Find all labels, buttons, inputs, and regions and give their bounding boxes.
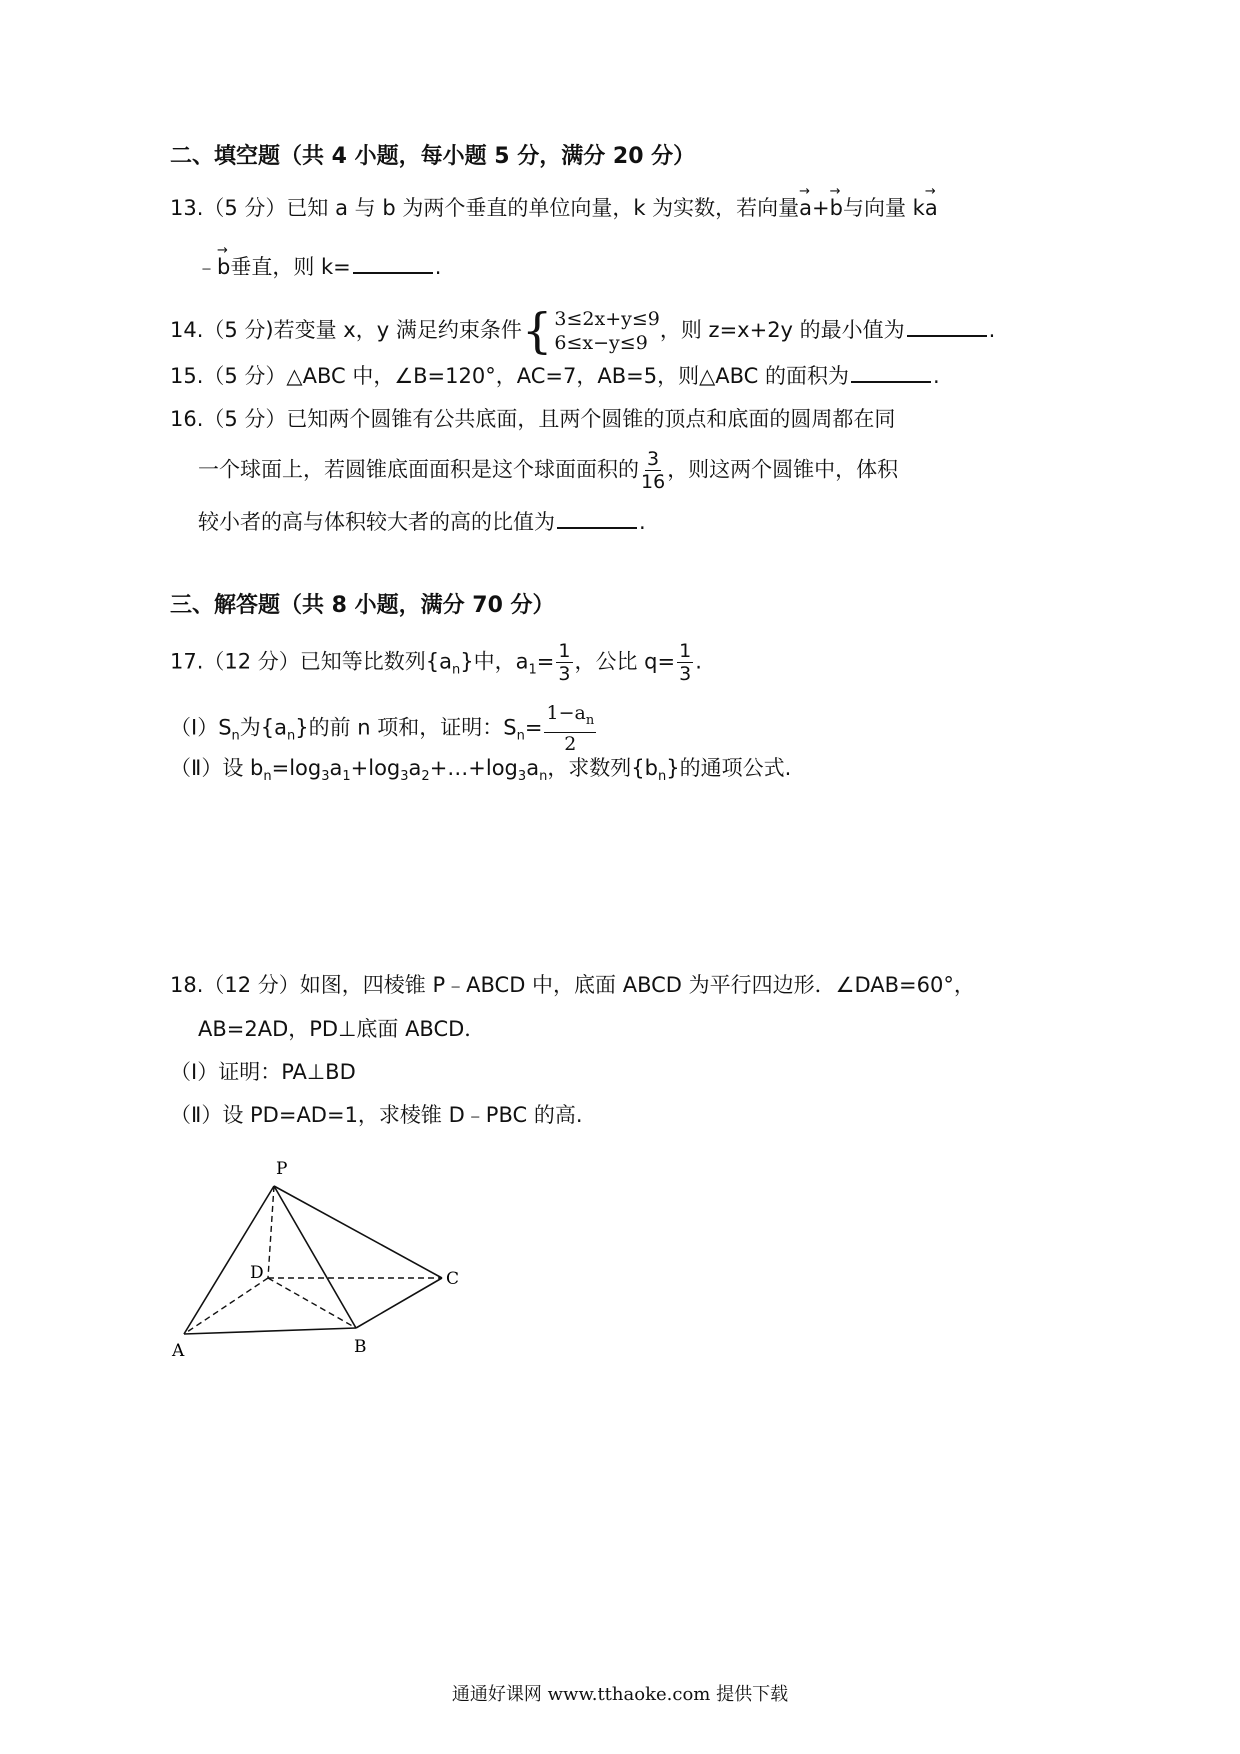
subscript-1: 1 [342, 769, 351, 785]
fraction-q [677, 640, 693, 685]
question-17 [170, 640, 702, 685]
edge-BC [356, 1278, 442, 1328]
q13-text: 13.（5 分）已知 a 与 b 为两个垂直的单位向量，k 为实数，若向量 [170, 196, 800, 220]
subscript-n: n [452, 662, 461, 678]
vertex-label-D: D [250, 1263, 264, 1283]
question-18-line2: AB=2AD，PD⊥底面 ABCD． [198, 1017, 486, 1041]
constraint-1: 3≤2x+y≤9 [554, 308, 660, 330]
vector-a: → a [799, 194, 812, 222]
vertex-label-P: P [276, 1159, 288, 1179]
fraction-numerator: 3 [647, 448, 660, 470]
question-18-line1: 18.（12 分）如图，四棱锥 P﹣ABCD 中，底面 ABCD 为平行四边形．∠DAB=60°， [170, 973, 975, 997]
question-16-line2 [198, 448, 898, 493]
fraction-sn [544, 702, 596, 755]
vector-a-2: → a [925, 194, 938, 222]
question-16-line3 [198, 507, 646, 536]
edge-PA [184, 1186, 274, 1334]
q14-text: 14.（5 分)若变量 x，y 满足约束条件 [170, 318, 522, 342]
q17-end: . [695, 649, 702, 674]
fraction-denominator: 3 [679, 663, 692, 685]
subscript-n: n [516, 728, 525, 744]
question-18-part1: （Ⅰ）证明：PA⊥BD [170, 1060, 356, 1084]
answer-blank-14 [907, 315, 987, 337]
fraction-denominator: 3 [558, 663, 571, 685]
fraction-denominator: 2 [564, 732, 577, 755]
q17-text: 17.（12 分）已知等比数列{a [170, 649, 453, 674]
q17-text-2: }中，a [460, 649, 529, 674]
subscript-n: n [287, 728, 296, 744]
q16-text-3: 较小者的高与体积较大者的高的比值为 [198, 510, 555, 534]
vertex-label-B: B [354, 1337, 367, 1357]
edge-AB [184, 1328, 356, 1334]
q17-ii-a: a [329, 756, 343, 780]
q17-i-text: （Ⅰ）S [170, 715, 232, 740]
subscript-n: n [658, 769, 667, 785]
question-17-part1 [170, 702, 598, 755]
edge-DA [184, 1278, 268, 1334]
fraction-3-16 [641, 448, 665, 493]
question-13-line2 [196, 252, 441, 281]
question-16-line1: 16.（5 分）已知两个圆锥有公共底面，且两个圆锥的顶点和底面的圆周都在同 [170, 407, 896, 431]
subscript-3: 3 [517, 769, 527, 785]
question-15 [170, 361, 940, 390]
fraction-numerator [544, 702, 596, 733]
q15-end: . [932, 364, 940, 388]
q17-ii-text: （Ⅱ）设 b [170, 756, 264, 780]
q17-text-3: ，公比 q= [574, 649, 676, 674]
q13-text-2: 与向量 k [843, 196, 925, 220]
q14-end: . [988, 318, 996, 342]
subscript-n: n [539, 769, 548, 785]
subscript-1: 1 [528, 662, 537, 678]
constraint-system [521, 303, 660, 359]
subscript-n: n [231, 728, 240, 744]
fraction-numerator: 1 [558, 640, 571, 662]
edge-PC [274, 1186, 442, 1278]
answer-blank-15 [851, 361, 931, 383]
q16-end: . [639, 510, 646, 534]
subscript-3: 3 [400, 769, 409, 785]
vertex-label-A: A [172, 1341, 185, 1361]
q15-text: 15.（5 分）△ABC 中，∠B=120°，AC=7，AB=5，则△ABC 的面积为 [170, 364, 849, 388]
edge-PB [274, 1186, 356, 1328]
q17-ii-a: a [526, 756, 540, 780]
q13-minus: ﹣ [196, 255, 217, 279]
question-14 [170, 303, 996, 359]
question-18-part2: （Ⅱ）设 PD=AD=1，求棱锥 D﹣PBC 的高. [170, 1103, 583, 1127]
q17-i-eq: = [524, 715, 543, 740]
q16-text-2: ，则这两个圆锥中，体积 [667, 457, 899, 482]
subscript-3: 3 [321, 769, 330, 785]
answer-blank-13 [353, 252, 433, 274]
answer-blank-16 [557, 507, 637, 529]
left-brace: { [521, 303, 553, 359]
q17-ii-text-3: +…+log [429, 756, 518, 780]
q17-ii-text-4: ，求数列{b [547, 756, 659, 780]
section3-title: 三、解答题（共 8 小题，满分 70 分） [170, 593, 555, 618]
question-17-part2 [170, 754, 791, 791]
fraction-a1 [556, 640, 572, 685]
q13-end: . [434, 255, 442, 279]
edge-DB [268, 1278, 356, 1328]
q17-i-text-2: 为{a [239, 715, 288, 740]
q17-ii-text-2: =log [271, 756, 322, 780]
subscript-n: n [585, 712, 595, 728]
vector-b: → b [830, 194, 843, 222]
page-footer: 通通好课网 www.tthaoke.com 提供下载 [451, 1684, 789, 1705]
subscript-2: 2 [421, 769, 430, 785]
vector-b-2: → b [217, 253, 230, 281]
q17-ii-a: a [408, 756, 422, 780]
question-13-line1 [170, 194, 938, 222]
q13-plus: + [812, 196, 830, 220]
numerator-text: 1−a [546, 702, 586, 724]
q17-i-text-3: }的前 n 项和，证明：S [295, 715, 517, 740]
q17-ii-text-5: }的通项公式. [666, 756, 792, 780]
pyramid-figure [160, 1150, 480, 1370]
vertex-label-C: C [446, 1269, 460, 1289]
q13-text-3: 垂直，则 k= [230, 255, 351, 279]
fraction-numerator: 1 [679, 640, 692, 662]
constraint-2: 6≤x−y≤9 [554, 332, 648, 354]
fraction-denominator: 16 [641, 471, 666, 493]
q17-ii-plus: +log [350, 756, 401, 780]
q16-text: 一个球面上，若圆锥底面面积是这个球面面积的 [198, 457, 639, 482]
subscript-n: n [263, 769, 272, 785]
edge-PD [268, 1186, 274, 1278]
q14-text-2: ，则 z=x+2y 的最小值为 [659, 318, 905, 342]
q17-eq: = [536, 649, 555, 674]
section2-title: 二、填空题（共 4 小题，每小题 5 分，满分 20 分） [170, 144, 696, 169]
